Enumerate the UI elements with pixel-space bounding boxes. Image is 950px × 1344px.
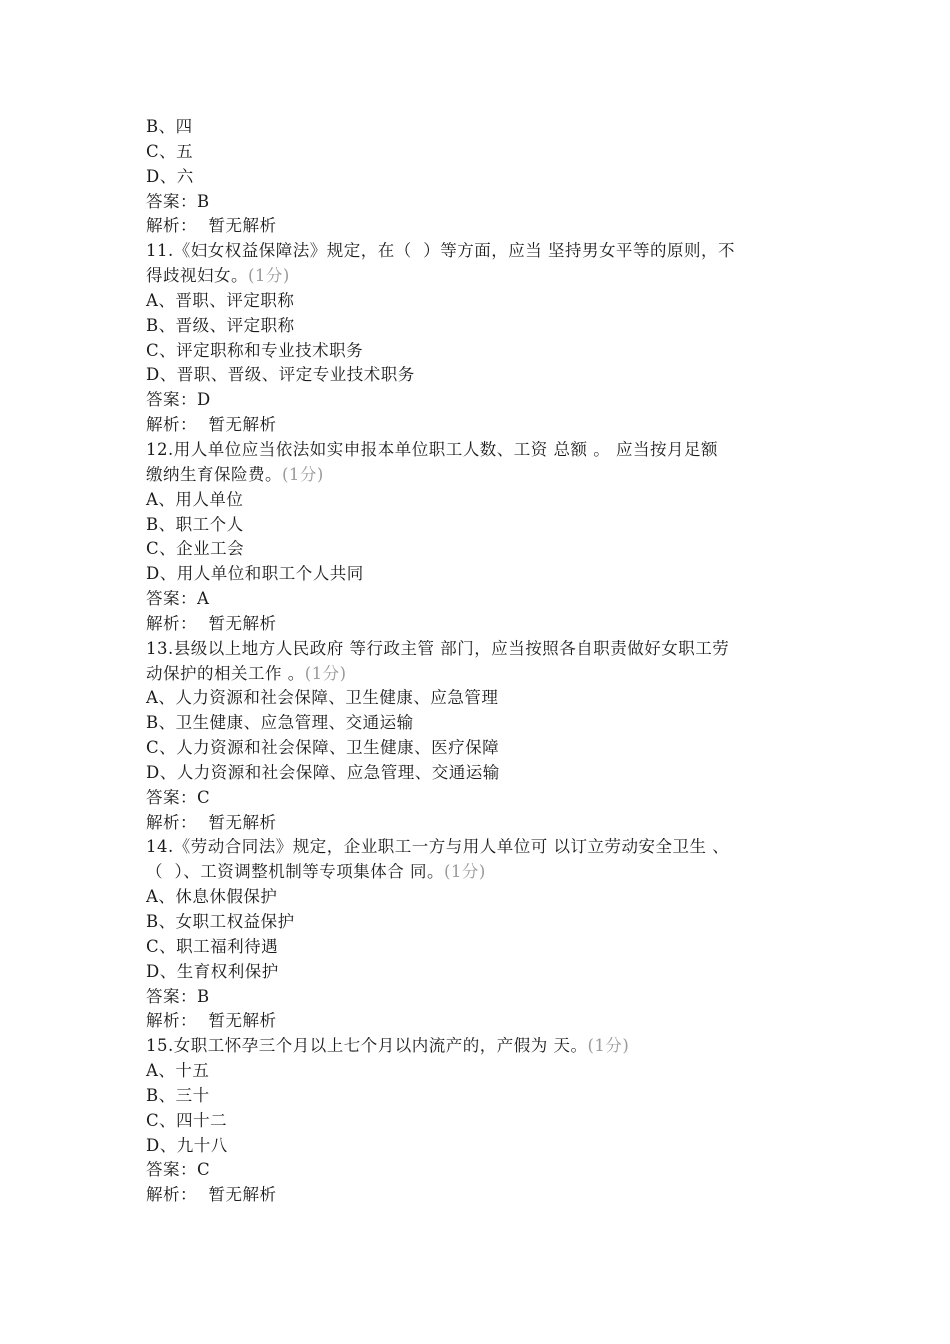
- question-stem-line1: 11.《妇女权益保障法》规定，在（ ）等方面，应当 坚持男女平等的原则，不: [146, 241, 735, 261]
- option-d: D、用人单位和职工个人共同: [146, 564, 364, 584]
- stem-text: 动保护的相关工作 。: [146, 663, 305, 683]
- option-c: C、四十二: [146, 1110, 228, 1130]
- option-a: A、人力资源和社会保障、卫生健康、应急管理: [146, 688, 499, 708]
- score-label: (1分): [304, 663, 347, 683]
- question-stem-line1: 14.《劳动合同法》规定，企业职工一方与用人单位可 以订立劳动安全卫生 、: [146, 837, 730, 857]
- question-stem-line1: 13.县级以上地方人民政府 等行政主管 部门，应当按照各自职责做好女职工劳: [146, 638, 730, 658]
- option-c: C、人力资源和社会保障、卫生健康、医疗保障: [146, 738, 500, 758]
- option-a: A、休息休假保护: [146, 887, 278, 907]
- stem-text: 15.女职工怀孕三个月以上七个月以内流产的，产假为 天。: [146, 1036, 588, 1056]
- answer: 答案：C: [146, 1160, 211, 1180]
- question-stem-line2: [146, 264, 811, 289]
- score-label: (1分): [282, 464, 324, 484]
- question-12: [146, 438, 811, 637]
- analysis: 解析： 暂无解析: [146, 415, 277, 435]
- option-d: D、九十八: [146, 1135, 228, 1155]
- answer: 答案：B: [146, 986, 210, 1006]
- analysis: 解析： 暂无解析: [146, 216, 277, 236]
- option-a: A、晋职、评定职称: [146, 290, 295, 310]
- option-d: D、六: [146, 166, 194, 186]
- option-a: A、用人单位: [146, 489, 244, 509]
- question-14: [146, 835, 811, 1034]
- option-b: B、三十: [146, 1085, 210, 1105]
- answer: 答案：D: [146, 390, 211, 410]
- score-label: (1分): [587, 1036, 630, 1056]
- question-stem-line2: [146, 860, 811, 885]
- option-b: B、女职工权益保护: [146, 912, 295, 931]
- previous-question-tail: [146, 115, 811, 239]
- answer: 答案：A: [146, 589, 210, 609]
- analysis: 解析： 暂无解析: [146, 1011, 277, 1031]
- stem-text: （ ）、工资调整机制等专项集体合 同。: [146, 862, 444, 882]
- option-d: D、晋职、晋级、评定专业技术职务: [146, 365, 415, 385]
- option-c: C、企业工会: [146, 539, 245, 559]
- option-b: B、晋级、评定职称: [146, 315, 295, 335]
- question-13: [146, 637, 811, 836]
- analysis: 解析： 暂无解析: [146, 613, 277, 633]
- option-c: C、评定职称和专业技术职务: [146, 340, 364, 360]
- question-stem-line2: [146, 662, 811, 687]
- option-d: D、生育权利保护: [146, 961, 279, 981]
- option-b: B、职工个人: [146, 514, 244, 534]
- question-11: [146, 239, 811, 438]
- analysis: 解析： 暂无解析: [146, 1185, 277, 1205]
- score-label: (1分): [248, 266, 290, 286]
- analysis: 解析： 暂无解析: [146, 812, 277, 832]
- stem-text: 得歧视妇女。: [146, 266, 248, 286]
- question-stem-line2: [146, 463, 811, 488]
- score-label: (1分): [444, 862, 486, 882]
- answer: 答案：C: [146, 787, 211, 807]
- option-b: B、四: [146, 117, 193, 136]
- option-c: C、五: [146, 141, 194, 161]
- question-15: [146, 1034, 811, 1208]
- option-a: A、十五: [146, 1061, 210, 1081]
- document-page: [146, 115, 811, 1208]
- question-stem-line1: 12.用人单位应当依法如实申报本单位职工人数、工资 总额 。 应当按月足额: [146, 439, 718, 459]
- option-d: D、人力资源和社会保障、应急管理、交通运输: [146, 762, 500, 782]
- option-b: B、卫生健康、应急管理、交通运输: [146, 713, 414, 733]
- answer: 答案：B: [146, 191, 210, 211]
- stem-text: 缴纳生育保险费。: [146, 464, 282, 484]
- option-c: C、职工福利待遇: [146, 936, 279, 956]
- question-stem: [146, 1034, 811, 1059]
